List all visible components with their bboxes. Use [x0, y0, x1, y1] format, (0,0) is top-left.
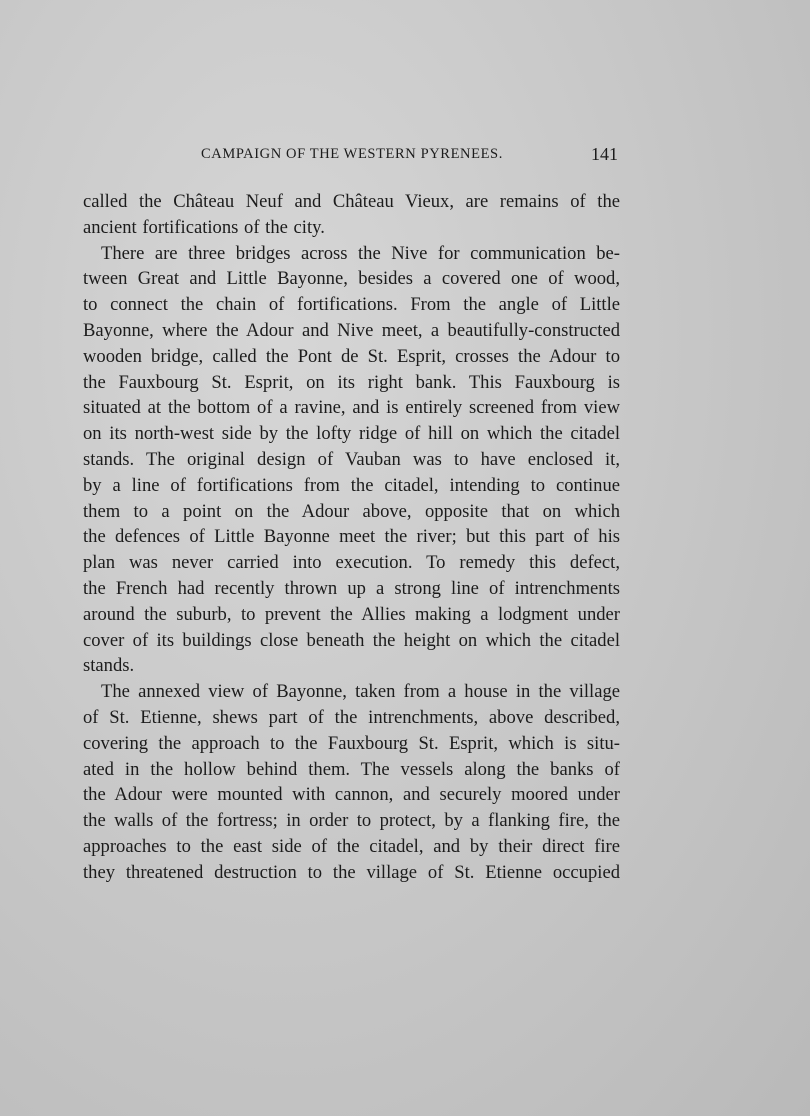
text-line: of St. Etienne, shews part of the intrenchments, above described, — [83, 706, 620, 728]
text-line: them to a point on the Adour above, opposite that on which — [83, 500, 620, 522]
text-line: on its north-west side by the lofty ridge of hill on which the citadel — [83, 423, 620, 445]
text-line: plan was never carried into execution. To remedy this defect, — [83, 552, 620, 574]
text-line: wooden bridge, called the Pont de St. Esprit, crosses the Adour to — [83, 345, 620, 367]
text-line: tween Great and Little Bayonne, besides a covered one of wood, — [83, 268, 620, 290]
text-line: called the Château Neuf and Château Vieux, are remains of the — [83, 191, 620, 212]
text-line: around the suburb, to prevent the Allies making a lodgment under — [83, 603, 620, 625]
text-line: the French had recently thrown up a strong line of intrenchments — [83, 577, 620, 599]
text-line: approaches to the east side of the citadel, and by their direct fire — [83, 835, 620, 857]
page-header — [83, 146, 620, 168]
text-line: The annexed view of Bayonne, taken from a house in the village — [101, 681, 620, 703]
text-line: by a line of fortifications from the citadel, intending to continue — [83, 474, 620, 496]
text-line: situated at the bottom of a ravine, and is entirely screened from view — [83, 397, 620, 419]
text-line: the walls of the fortress; in order to protect, by a flanking fire, the — [83, 810, 620, 832]
text-line: stands. The original design of Vauban was to have enclosed it, — [83, 448, 620, 470]
text-line: cover of its buildings close beneath the height on which the citadel — [83, 629, 620, 651]
text-line: ancient fortifications of the city. — [83, 216, 325, 238]
text-line: covering the approach to the Fauxbourg St. Esprit, which is situ- — [83, 732, 620, 754]
text-line: they threatened destruction to the village of St. Etienne occupied — [83, 861, 620, 883]
text-line: stands. — [83, 655, 135, 677]
page-number: 141 — [591, 144, 618, 164]
text-line: to connect the chain of fortifications. From the angle of Little — [83, 294, 620, 316]
text-line: ated in the hollow behind them. The vessels along the banks of — [83, 758, 620, 780]
running-title: CAMPAIGN OF THE WESTERN PYRENEES. — [201, 146, 503, 162]
text-line: the defences of Little Bayonne meet the river; but this part of his — [83, 526, 620, 548]
text-line: Bayonne, where the Adour and Nive meet, a beautifully-constructed — [83, 319, 620, 341]
body-text — [83, 189, 620, 886]
text-line: There are three bridges across the Nive for communication be- — [101, 242, 620, 264]
text-line: the Fauxbourg St. Esprit, on its right bank. This Fauxbourg is — [83, 371, 620, 393]
text-line: the Adour were mounted with cannon, and securely moored under — [83, 784, 620, 806]
